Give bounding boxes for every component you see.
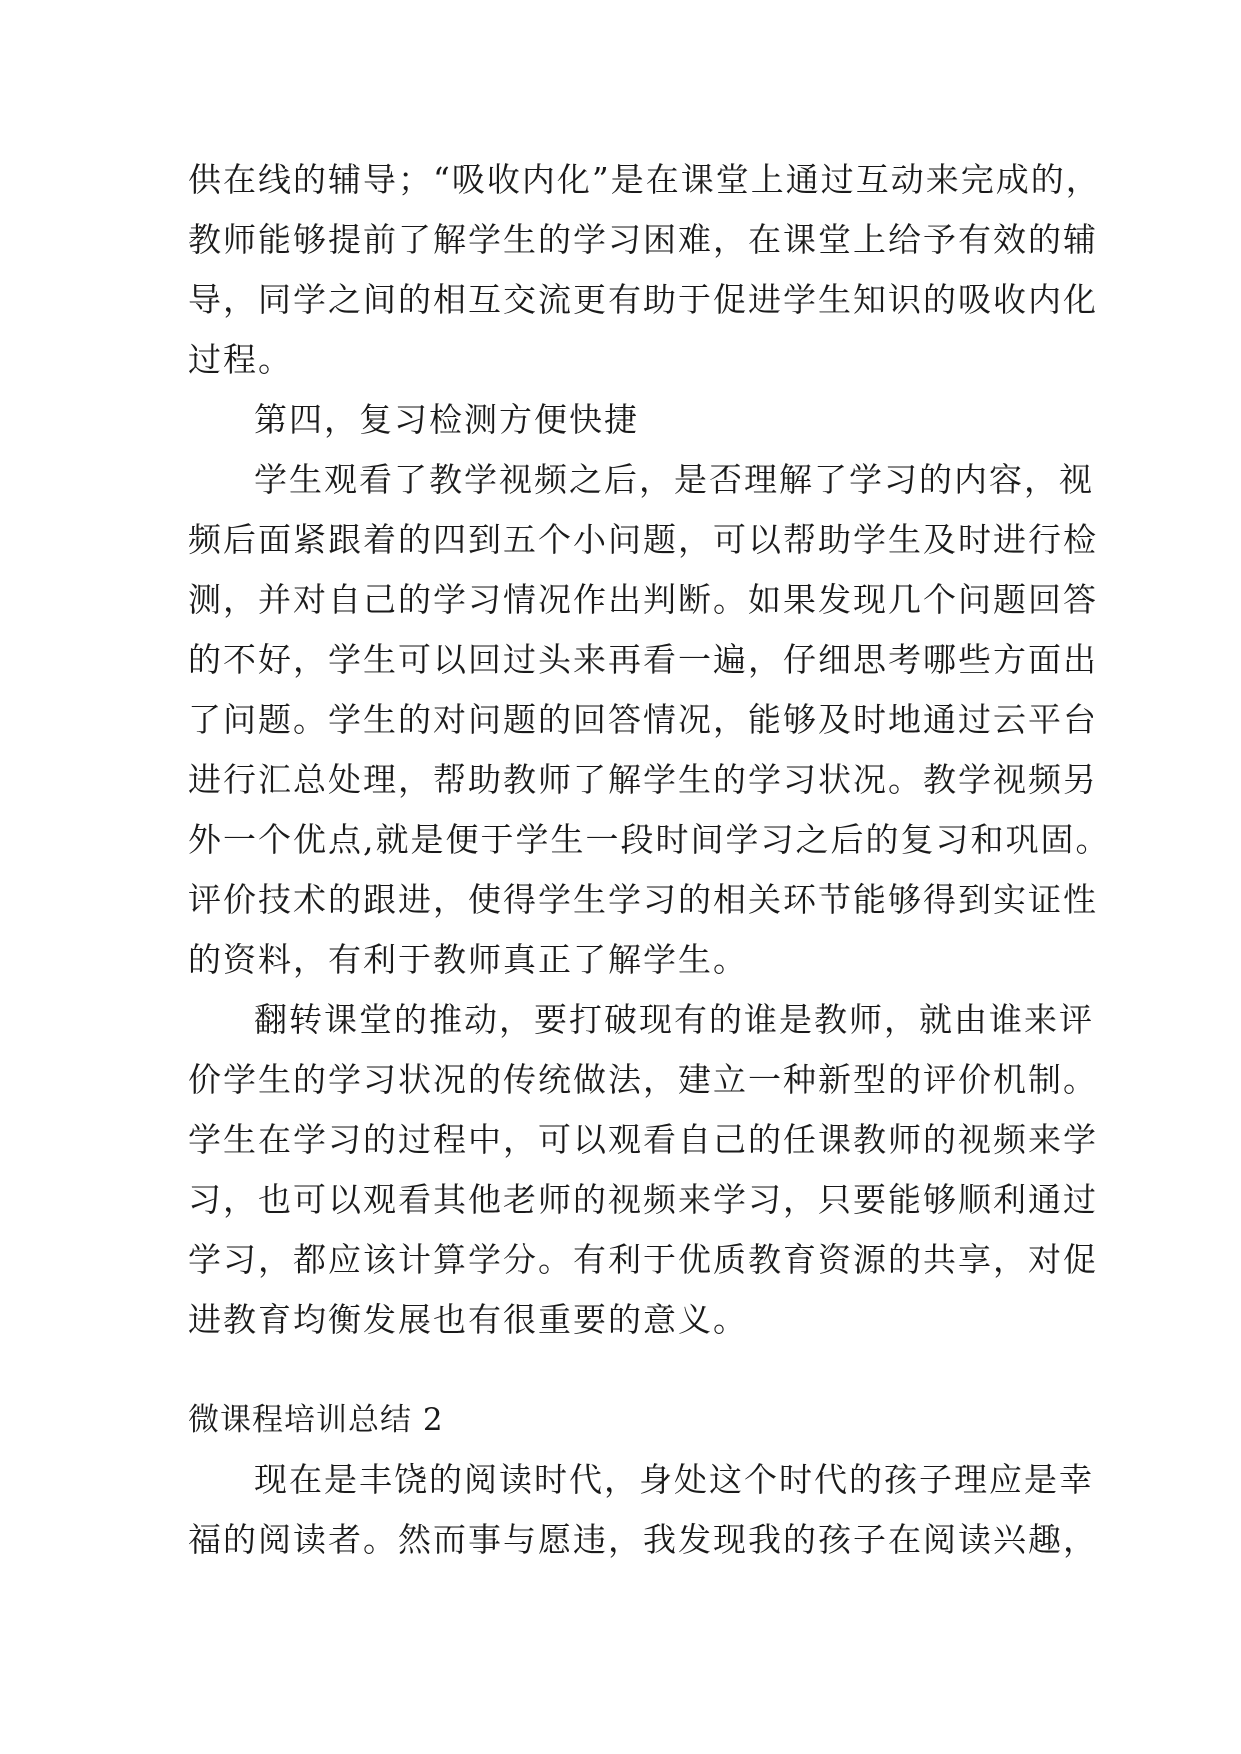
text-line: 的资料，有利于教师真正了解学生。: [188, 940, 748, 979]
paragraph-reading-era: [188, 1450, 1098, 1570]
text-line: 学生观看了教学视频之后，是否理解了学习的内容，视: [254, 460, 1094, 499]
text-line: 现在是丰饶的阅读时代，身处这个时代的孩子理应是幸: [254, 1460, 1094, 1499]
text-line: 供在线的辅导；“吸收内化”是在课堂上通过互动来完成的，: [188, 160, 1101, 199]
section-spacer: [188, 1350, 1068, 1390]
text-line: 的不好，学生可以回过头来再看一遍，仔细思考哪些方面出: [188, 640, 1098, 679]
text-line: 导，同学之间的相互交流更有助于促进学生知识的吸收内化: [188, 280, 1098, 319]
text-line: 价学生的学习状况的传统做法，建立一种新型的评价机制。: [188, 1060, 1098, 1099]
section-title: 微课程培训总结 2: [188, 1402, 444, 1438]
paragraph-review-testing: [188, 450, 1111, 990]
text-line: 评价技术的跟进，使得学生学习的相关环节能够得到实证性: [188, 880, 1098, 919]
text-line: 测，并对自己的学习情况作出判断。如果发现几个问题回答: [188, 580, 1098, 619]
text-line: 了问题。学生的对问题的回答情况，能够及时地通过云平台: [188, 700, 1098, 739]
text-line: 福的阅读者。然而事与愿违，我发现我的孩子在阅读兴趣，: [188, 1520, 1098, 1559]
text-line: 翻转课堂的推动，要打破现有的谁是教师，就由谁来评: [254, 1000, 1094, 1039]
text-line: 进行汇总处理，帮助教师了解学生的学习状况。教学视频另: [188, 760, 1098, 799]
paragraph-flipped-classroom: [188, 990, 1098, 1350]
paragraph-continuation: [188, 150, 1101, 390]
text-line: 习，也可以观看其他老师的视频来学习，只要能够顺利通过: [188, 1180, 1098, 1219]
text-line: 学生在学习的过程中，可以观看自己的任课教师的视频来学: [188, 1120, 1098, 1159]
text-line: 教师能够提前了解学生的学习困难，在课堂上给予有效的辅: [188, 220, 1098, 259]
text-line: 学习，都应该计算学分。有利于优质教育资源的共享，对促: [188, 1240, 1098, 1279]
text-line: 外一个优点,就是便于学生一段时间学习之后的复习和巩固。: [188, 820, 1111, 859]
document-page: [188, 150, 1111, 1570]
text-line: 进教育均衡发展也有很重要的意义。: [188, 1300, 748, 1339]
text-line: 过程。: [188, 340, 293, 379]
text-line: 频后面紧跟着的四到五个小问题，可以帮助学生及时进行检: [188, 520, 1098, 559]
subheading-fourth: 第四，复习检测方便快捷: [254, 400, 639, 439]
